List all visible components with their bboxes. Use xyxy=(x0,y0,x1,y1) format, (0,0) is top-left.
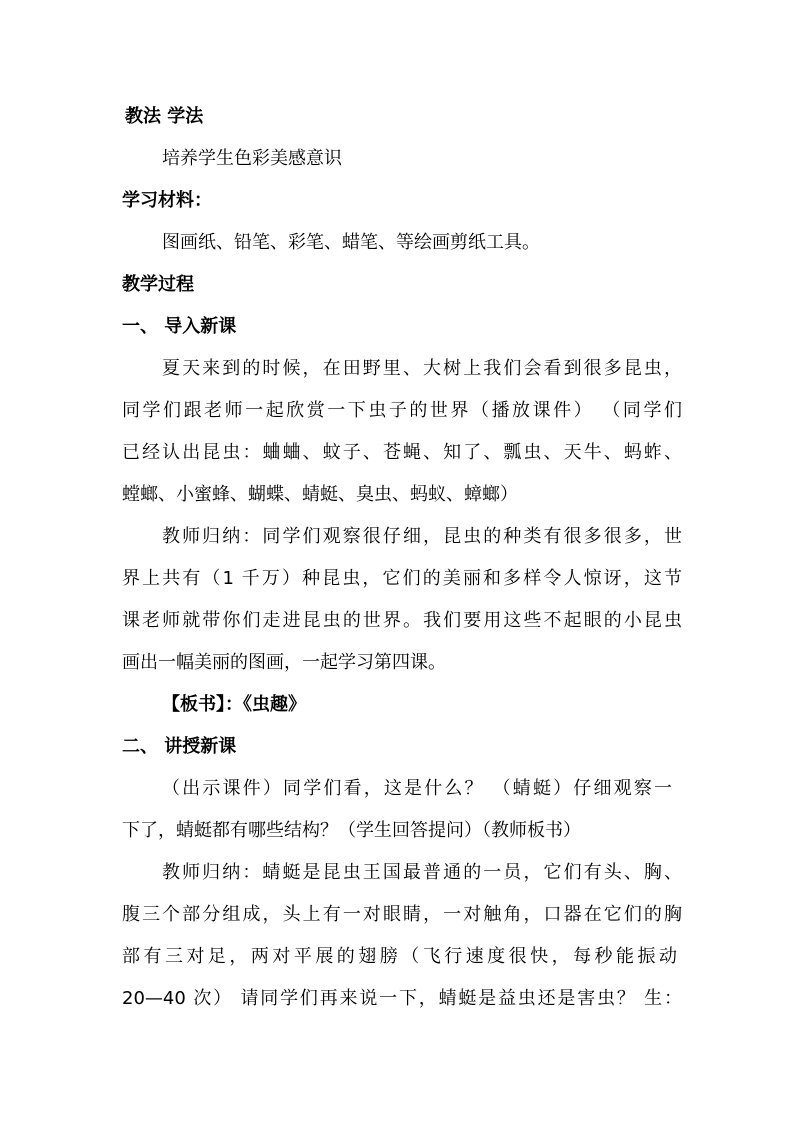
paragraph-objective: 培养学生色彩美感意识 xyxy=(162,148,342,169)
paragraph-intro-line-4: 螳螂、小蜜蜂、蝴蝶、蜻蜓、臭虫、蚂蚁、蟑螂） xyxy=(122,484,518,505)
paragraph-intro-line-2: 同学们跟老师一起欣赏一下虫子的世界（播放课件） （同学们 xyxy=(122,400,682,421)
paragraph-dragonfly-line-3: 部有三对足，两对平展的翅膀（飞行速度很快，每秒能振动 xyxy=(122,946,677,967)
paragraph-summary-line-4: 画出一幅美丽的图画，一起学习第四课。 xyxy=(122,652,446,673)
paragraph-summary-line-1: 教师归纳：同学们观察很仔细，昆虫的种类有很多很多，世 xyxy=(162,526,682,547)
paragraph-summary-line-2: 界上共有（1 千万）种昆虫，它们的美丽和多样令人惊讶，这节 xyxy=(122,568,682,589)
heading-teaching-process: 教学过程 xyxy=(122,274,194,295)
paragraph-lecture-line-1: （出示课件）同学们看，这是什么？ （蜻蜓）仔细观察一 xyxy=(162,778,672,799)
board-note: 【板书】：《虫趣》 xyxy=(162,694,306,715)
paragraph-lecture-line-2: 下了，蜻蜓都有哪些结构？（学生回答提问）（教师板书） xyxy=(122,820,581,841)
paragraph-materials: 图画纸、铅笔、彩笔、蜡笔、等绘画剪纸工具。 xyxy=(162,232,540,253)
section-heading-lecture: 二、 讲授新课 xyxy=(122,736,237,757)
paragraph-intro-line-3: 已经认出昆虫：蛐蛐、蚊子、苍蝇、知了、瓢虫、天牛、蚂蚱、 xyxy=(122,442,682,463)
paragraph-dragonfly-line-4: 20—40 次） 请同学们再来说一下，蜻蜓是益虫还是害虫？ 生： xyxy=(122,988,682,1009)
paragraph-intro-line-1: 夏天来到的时候，在田野里、大树上我们会看到很多昆虫， xyxy=(162,358,682,379)
section-heading-intro: 一、 导入新课 xyxy=(122,316,237,337)
heading-materials: 学习材料： xyxy=(122,190,212,211)
heading-teaching-method: 教法 学法 xyxy=(125,106,204,127)
paragraph-summary-line-3: 课老师就带你们走进昆虫的世界。我们要用这些不起眼的小昆虫 xyxy=(122,610,682,631)
paragraph-dragonfly-line-1: 教师归纳：蜻蜓是昆虫王国最普通的一员，它们有头、胸、 xyxy=(162,862,682,883)
paragraph-dragonfly-line-2: 腹三个部分组成，头上有一对眼睛，一对触角，口器在它们的胸 xyxy=(122,904,682,925)
